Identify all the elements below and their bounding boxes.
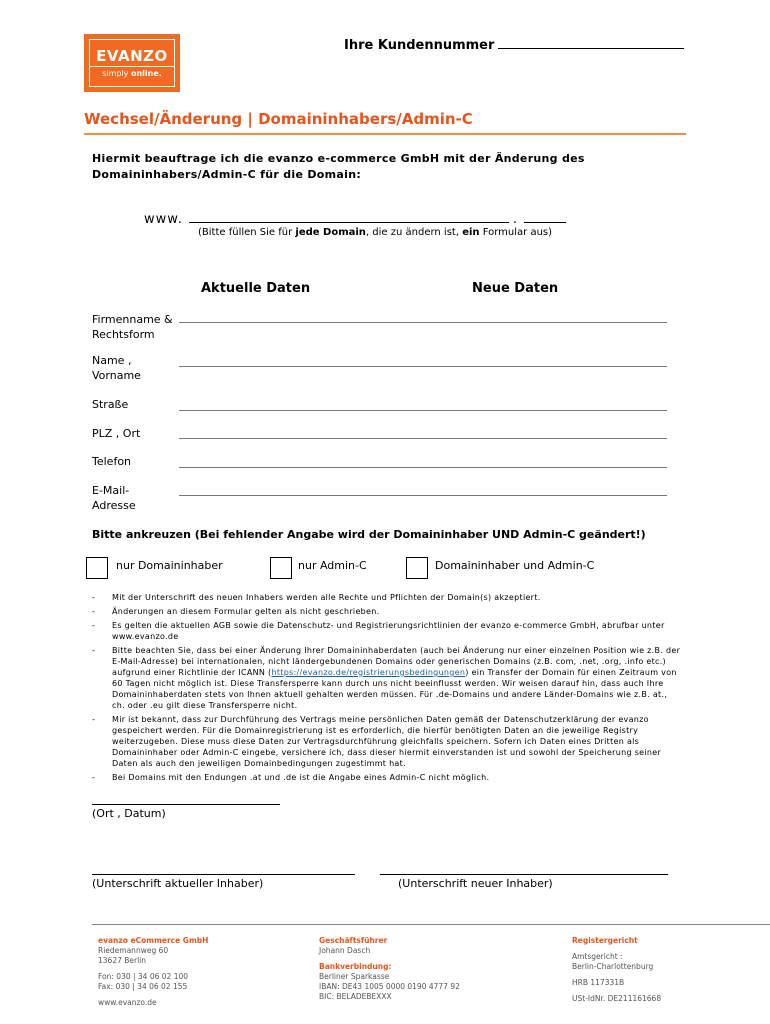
- current-owner-signature-line[interactable]: [92, 874, 355, 875]
- current-owner-signature-label: (Unterschrift aktueller Inhaber): [92, 877, 264, 890]
- name-field[interactable]: [179, 366, 667, 367]
- list-item: - Mir ist bekannt, dass zur Durchführung des Vertrags meine persönlichen Daten gemäß der Datenschutzerklärung der evanzo gespeichert werden. Für die Domainregistrierung ist es erforderlich, die hierfür benötigten Daten an die jeweilige Registry weiterzugeben. Diese muss diese Daten zur Vertragsdurchführung gleichfalls speichern. Sofern ich Daten eines Dritten als Domaininhaber oder Admin-C eingebe, versichere ich, dass dieser hiermit einverstanden ist und sowohl der Speicherung seiner Daten als auch den jeweiligen Domainbedingungen zugestimmt hat.: [92, 715, 662, 768]
- new-owner-signature-label: (Unterschrift neuer Inhaber): [398, 877, 553, 890]
- domain-prefix: www.: [144, 212, 183, 227]
- terms-link[interactable]: https://evanzo.de/registrierungsbedingungen: [271, 668, 466, 677]
- customer-number-field[interactable]: [498, 36, 684, 49]
- phone-field[interactable]: [179, 467, 667, 468]
- zip-city-field[interactable]: [179, 438, 667, 439]
- domain-hint: (Bitte füllen Sie für jede Domain, die zu ändern ist, ein Formular aus): [198, 227, 553, 238]
- new-data-heading: Neue Daten: [472, 281, 559, 296]
- footer-divider: [92, 924, 770, 925]
- domain-dot: .: [512, 212, 518, 227]
- domain-name-field[interactable]: [189, 211, 509, 223]
- checkbox-label-both: Domaininhaber und Admin-C: [435, 559, 595, 572]
- new-owner-signature-line[interactable]: [380, 874, 668, 875]
- field-label-email: E-Mail- Adresse: [92, 484, 136, 512]
- place-date-label: (Ort , Datum): [92, 807, 166, 820]
- checkbox-domain-owner[interactable]: [86, 557, 108, 579]
- street-field[interactable]: [179, 410, 667, 411]
- customer-number: [344, 36, 684, 53]
- checkbox-label-domain-owner: nur Domaininhaber: [116, 559, 223, 572]
- list-item: - Es gelten die aktuellen AGB sowie die Datenschutz- und Registrierungsrichtlinien der evanzo e-commerce GmbH, abrufbar unter www.evanzo.de: [92, 621, 665, 641]
- field-label-phone: Telefon: [92, 455, 132, 468]
- footer-company-block: evanzo eCommerce GmbH Riedemannweg 60 13627 Berlin Fon: 030 | 34 06 02 100 Fax: 030 | 34 06 02 155 www.evanzo.de: [98, 936, 209, 1007]
- evanzo-logo: [84, 34, 180, 92]
- intro-text: Hiermit beauftrage ich die evanzo e-commerce GmbH mit der Änderung des Domaininhabers/Admin-C für die Domain:: [92, 152, 585, 181]
- company-field[interactable]: [179, 322, 667, 323]
- list-item: - Änderungen an diesem Formular gelten als nicht geschrieben.: [92, 607, 380, 616]
- title-divider: [84, 133, 686, 135]
- current-data-heading: Aktuelle Daten: [201, 281, 311, 296]
- checkbox-both[interactable]: [406, 557, 428, 579]
- checkbox-label-admin-c: nur Admin-C: [298, 559, 367, 572]
- terms-list: [92, 592, 682, 786]
- field-label-zip-city: PLZ , Ort: [92, 427, 141, 440]
- field-label-name: Name , Vorname: [92, 354, 141, 382]
- domain-tld-field[interactable]: [524, 211, 566, 223]
- footer-management-block: Geschäftsführer Johann Dasch Bankverbindung: Berliner Sparkasse IBAN: DE43 1005 0000 0190 4777 92 BIC: BELADEBEXXX: [319, 936, 460, 1001]
- customer-number-label: Ihre Kundennummer: [344, 38, 495, 53]
- list-item: - Bitte beachten Sie, dass bei einer Änderung Ihrer Domaininhaberdaten (auch bei Änderung nur einer einzelnen Position wie z.B. der E-Mail-Adresse) bei internationalen, nicht ländergebundenen Domains oder generischen Domains (z.B. com, .net, .org, .info etc.) aufgrund einer Richtlinie der ICANN (https://evanzo.de/registrierungsbedingungen) ein Transfer der Domain für einen Zeitraum von 60 Tagen nicht möglich ist. Diese Transfersperre kann durch uns nicht beeinflusst werden. Wir weisen darauf hin, dass auch Ihre Domaininhaberdaten stets von Ihnen aktuell gehalten werden müssen. Für .de-Domains und andere Länder-Domains wie z.B. at., ch. oder .eu gilt diese Transfersperre nicht.: [92, 646, 681, 710]
- logo-slogan: simply online.: [102, 68, 162, 78]
- field-label-street: Straße: [92, 398, 129, 411]
- form-title: Wechsel/Änderung | Domaininhabers/Admin-C: [84, 110, 473, 128]
- checkbox-admin-c[interactable]: [270, 557, 292, 579]
- field-label-company: Firmenname & Rechtsform: [92, 313, 173, 341]
- checkbox-section-heading: Bitte ankreuzen (Bei fehlender Angabe wird der Domaininhaber UND Admin-C geändert!): [92, 528, 646, 541]
- domain-input-row: [144, 211, 566, 227]
- email-field[interactable]: [179, 495, 667, 496]
- logo-brand: EVANZO: [90, 48, 174, 67]
- place-date-line[interactable]: [92, 804, 280, 805]
- footer-register-block: Registergericht Amtsgericht : Berlin-Charlottenburg HRB 117331B USt-IdNr. DE211161668: [572, 936, 662, 1003]
- list-item: - Bei Domains mit den Endungen .at und .de ist die Angabe eines Admin-C nicht möglich.: [92, 773, 490, 782]
- list-item: - Mit der Unterschrift des neuen Inhabers werden alle Rechte und Pflichten der Domain(s) akzeptiert.: [92, 593, 541, 602]
